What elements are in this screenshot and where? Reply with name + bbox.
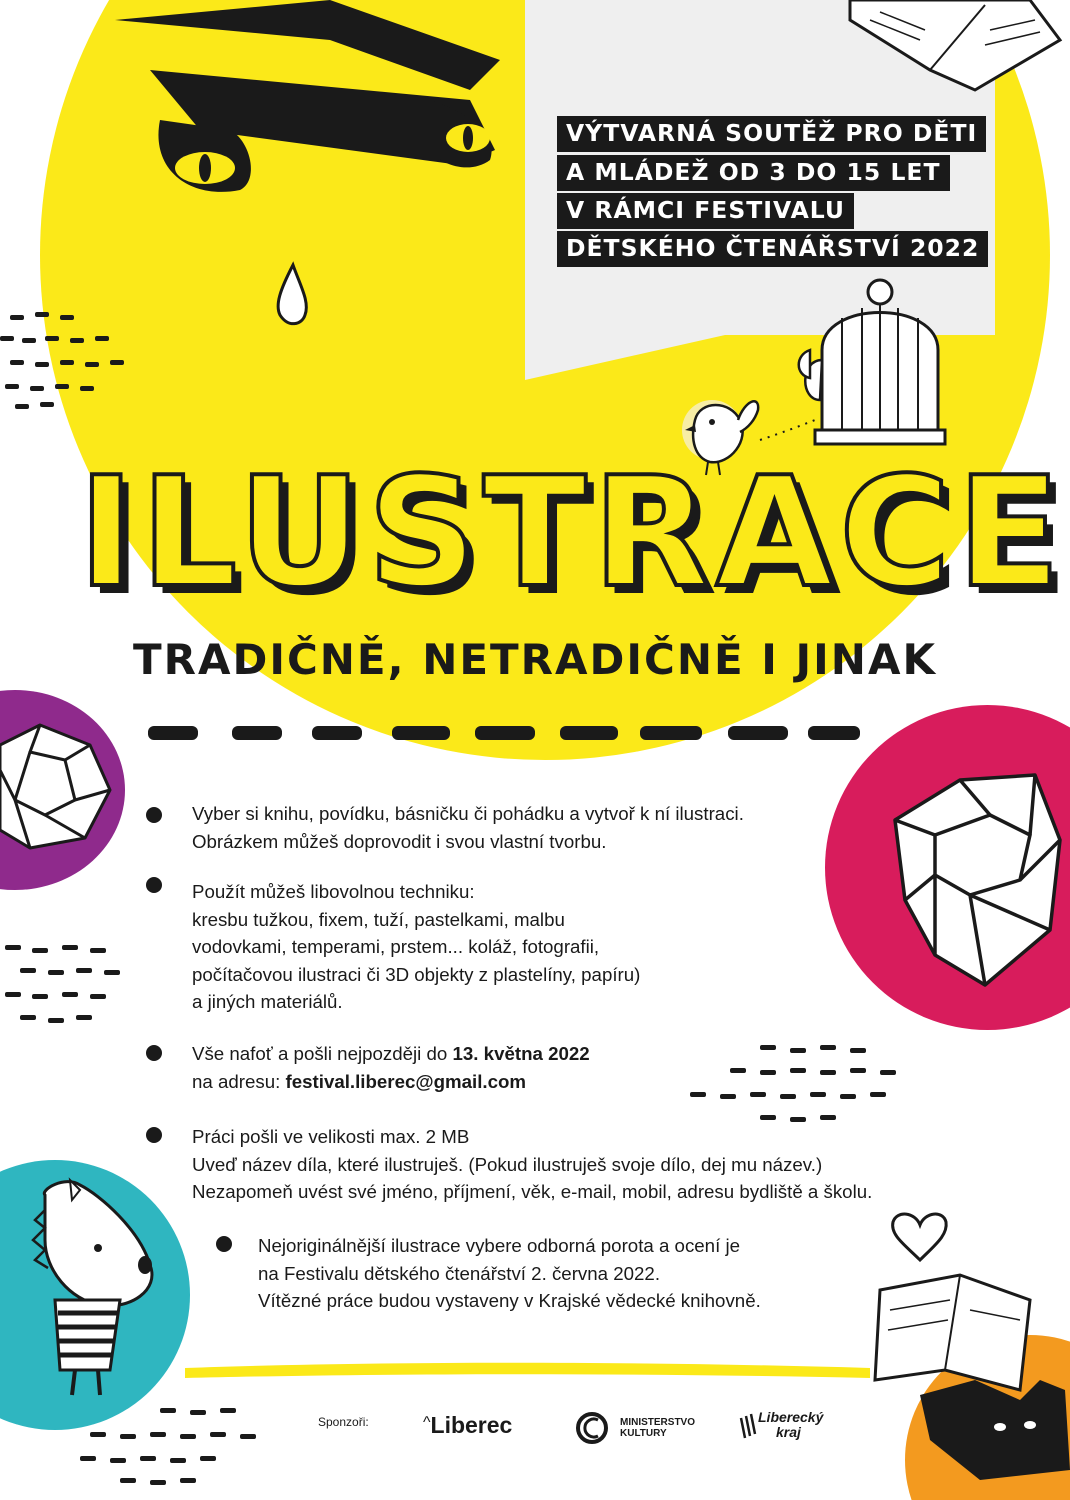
open-book-top-illustration (850, 0, 1060, 90)
dash-line-under-subtitle (148, 726, 860, 740)
dash-pattern-top-left (0, 312, 124, 409)
bullet-text-3: Vše nafoť a pošli nejpozději do 13. května 2022 na adresu: festival.liberec@gmail.com (192, 1043, 590, 1092)
kraj-logo-text: Liberecký kraj (758, 1409, 824, 1440)
heart-shape (893, 1214, 947, 1260)
crystal-right-illustration (895, 775, 1060, 985)
ministry-logo-mark (578, 1414, 606, 1442)
intro-line-3: V RÁMCI FESTIVALU (557, 193, 854, 229)
bird-cage-illustration (799, 280, 945, 444)
hat-creature-illustration (115, 0, 500, 192)
dash-pattern-mid-right (690, 1045, 896, 1122)
contact-email[interactable]: festival.liberec@gmail.com (285, 1070, 527, 1092)
crystal-left-illustration (0, 725, 110, 848)
bear-creature-illustration (33, 1180, 152, 1395)
kraj-logo-mark (741, 1414, 755, 1438)
bullet-text-4: Práci pošli ve velikosti max. 2 MB Uveď název díla, které ilustruješ. (Pokud ilustruješ svoje dílo, dej mu název.) Nezapomeň uvést své jméno, příjmení, věk, e-mail, mobil, adresu bydliště a školu. (192, 1126, 873, 1202)
bullet-3 (146, 1045, 162, 1061)
dark-creature-illustration (920, 1380, 1070, 1480)
intro-line-2: A MLÁDEŽ OD 3 DO 15 LET (557, 155, 950, 191)
bullet-4 (146, 1127, 162, 1143)
open-book-bottom-illustration (875, 1275, 1030, 1390)
bullet-text-2: Použít můžeš libovolnou techniku: kresbu tužkou, fixem, tuží, pastelkami, malbu vodovkami, temperami, prstem... koláž, fotografii, počítačovou ilustraci či 3D objekty z plastelíny, papíru) a jiných materiálů. (192, 881, 641, 1012)
drop-shape (278, 265, 306, 324)
bullet-text-5: Nejoriginálnější ilustrace vybere odborná porota a ocení je na Festivalu dětského čtenářství 2. června 2022. Vítězné práce budou vystaveny v Krajské vědecké knihovně. (258, 1235, 761, 1311)
yellow-brush-stroke (185, 1363, 870, 1378)
bullet-2 (146, 877, 162, 893)
dash-pattern-mid-left (5, 945, 120, 1023)
bullet-text-1: Vyber si knihu, povídku, básničku či pohádku a vytvoř k ní ilustraci. Obrázkem můžeš doprovodit i svou vlastní tvorbu. (192, 803, 744, 852)
liberec-logo: ^Liberec (423, 1412, 513, 1438)
subtitle: TRADIČNĚ, NETRADIČNĚ I JINAK (132, 635, 938, 684)
sponsors-label: Sponzoři: (318, 1415, 369, 1429)
intro-line-4: DĚTSKÉHO ČTENÁŘSTVÍ 2022 (557, 231, 988, 267)
ministry-logo-text: MINISTERSTVO KULTURY (620, 1417, 696, 1439)
dash-pattern-bottom-left (80, 1408, 256, 1485)
intro-line-1: VÝTVARNÁ SOUTĚŽ PRO DĚTI (557, 116, 986, 152)
bullet-1 (146, 807, 162, 823)
main-title: ILUSTRACE (78, 444, 1067, 621)
deadline-date: 13. května 2022 (452, 1043, 590, 1064)
bullet-5 (216, 1236, 232, 1252)
